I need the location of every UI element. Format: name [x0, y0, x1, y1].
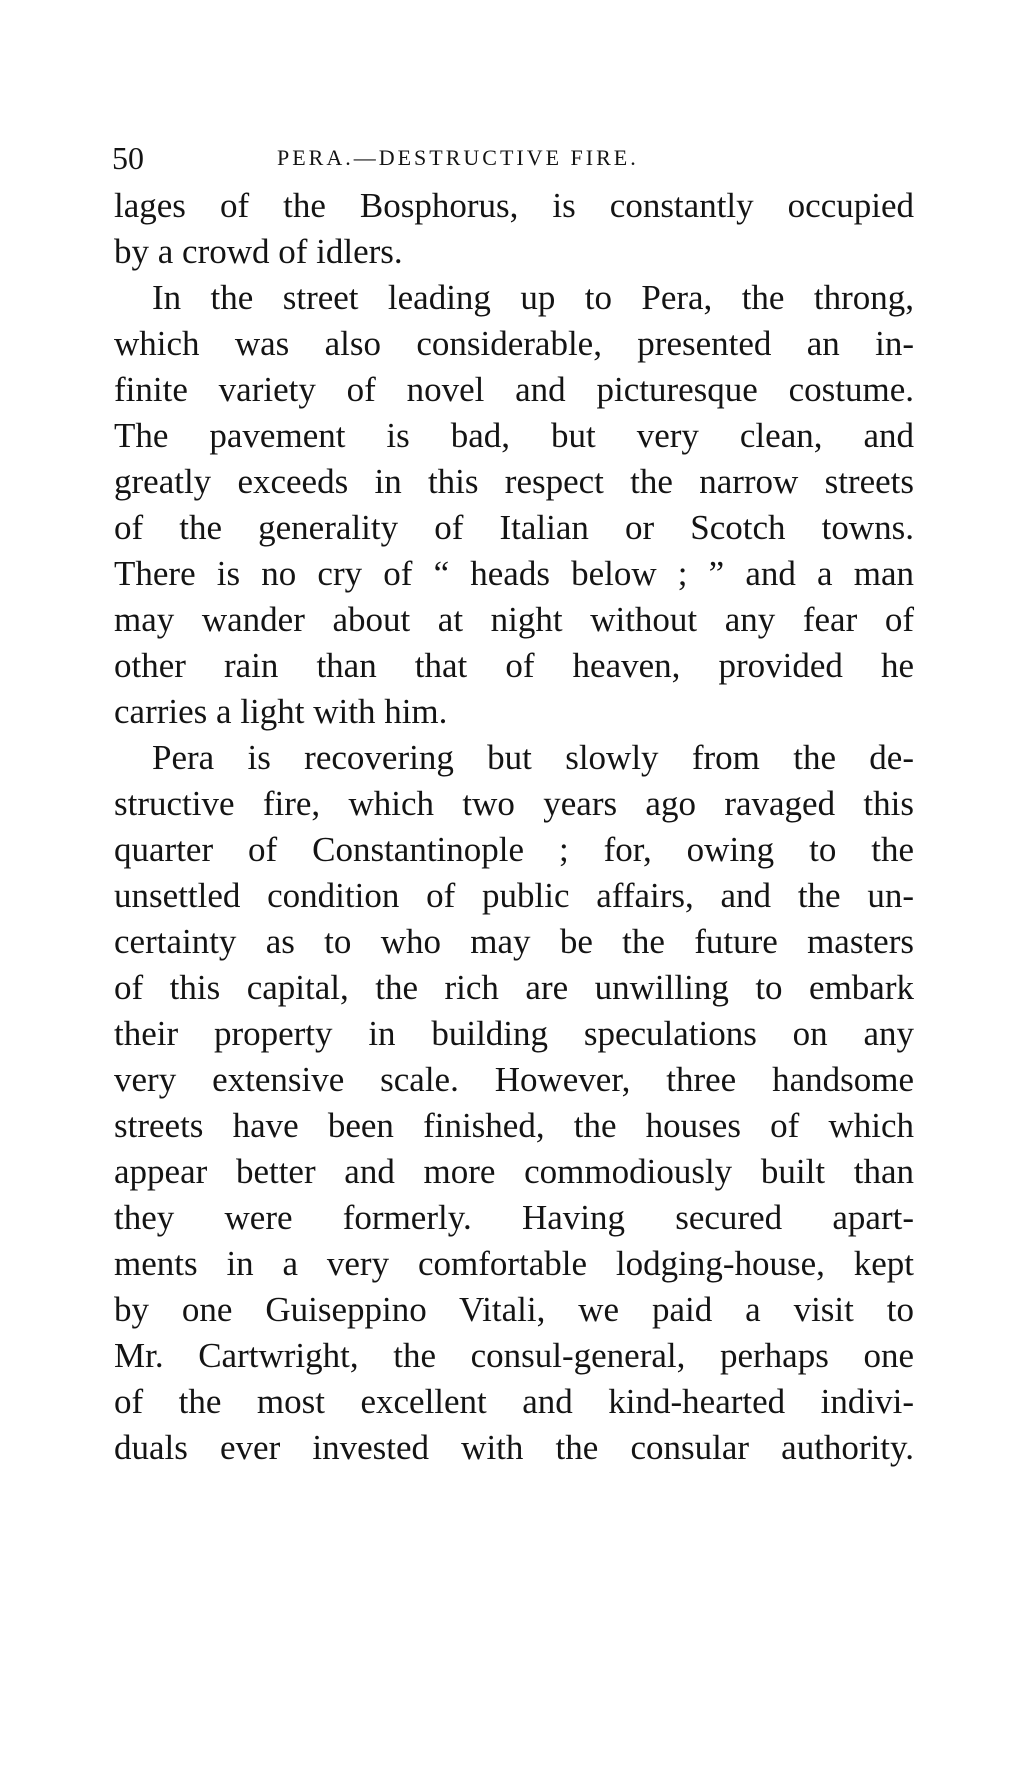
- text-line: by a crowd of idlers.: [114, 232, 403, 271]
- running-head: [112, 138, 912, 178]
- text-line: which was also considerable, presented an in-: [114, 324, 914, 363]
- page-number: 50: [112, 140, 144, 176]
- text-line: of this capital, the rich are unwilling to embark: [114, 968, 914, 1007]
- text-line: The pavement is bad, but very clean, and: [114, 416, 914, 455]
- text-line: of the most excellent and kind-hearted indivi-: [114, 1382, 914, 1421]
- text-line: structive fire, which two years ago ravaged this: [114, 784, 914, 823]
- text-line: very extensive scale. However, three handsome: [114, 1060, 914, 1099]
- text-line: certainty as to who may be the future masters: [114, 922, 914, 961]
- text-line: lages of the Bosphorus, is constantly occupied: [114, 186, 914, 225]
- text-line: In the street leading up to Pera, the throng,: [152, 278, 914, 317]
- text-line: streets have been finished, the houses of which: [114, 1106, 914, 1145]
- text-line: carries a light with him.: [114, 692, 448, 731]
- text-line: greatly exceeds in this respect the narrow streets: [114, 462, 914, 501]
- text-line: Mr. Cartwright, the consul-general, perhaps one: [114, 1336, 914, 1375]
- text-line: quarter of Constantinople ; for, owing to the: [114, 830, 914, 869]
- text-line: unsettled condition of public affairs, and the un-: [114, 876, 914, 915]
- text-line: Pera is recovering but slowly from the de-: [152, 738, 914, 777]
- text-line: ments in a very comfortable lodging-house, kept: [114, 1244, 914, 1283]
- text-line: by one Guiseppino Vitali, we paid a visit to: [114, 1290, 914, 1329]
- text-line: may wander about at night without any fear of: [114, 600, 914, 639]
- running-head-title: PERA.—DESTRUCTIVE FIRE.: [277, 145, 639, 170]
- text-line: There is no cry of “ heads below ; ” and a man: [114, 554, 914, 593]
- text-line: of the generality of Italian or Scotch towns.: [114, 508, 914, 547]
- text-line: finite variety of novel and picturesque costume.: [114, 370, 914, 409]
- text-line: they were formerly. Having secured apart-: [114, 1198, 914, 1237]
- text-line: other rain than that of heaven, provided he: [114, 646, 914, 685]
- text-line: duals ever invested with the consular authority.: [114, 1428, 914, 1467]
- text-line: appear better and more commodiously built than: [114, 1152, 914, 1191]
- text-line: their property in building speculations on any: [114, 1014, 914, 1053]
